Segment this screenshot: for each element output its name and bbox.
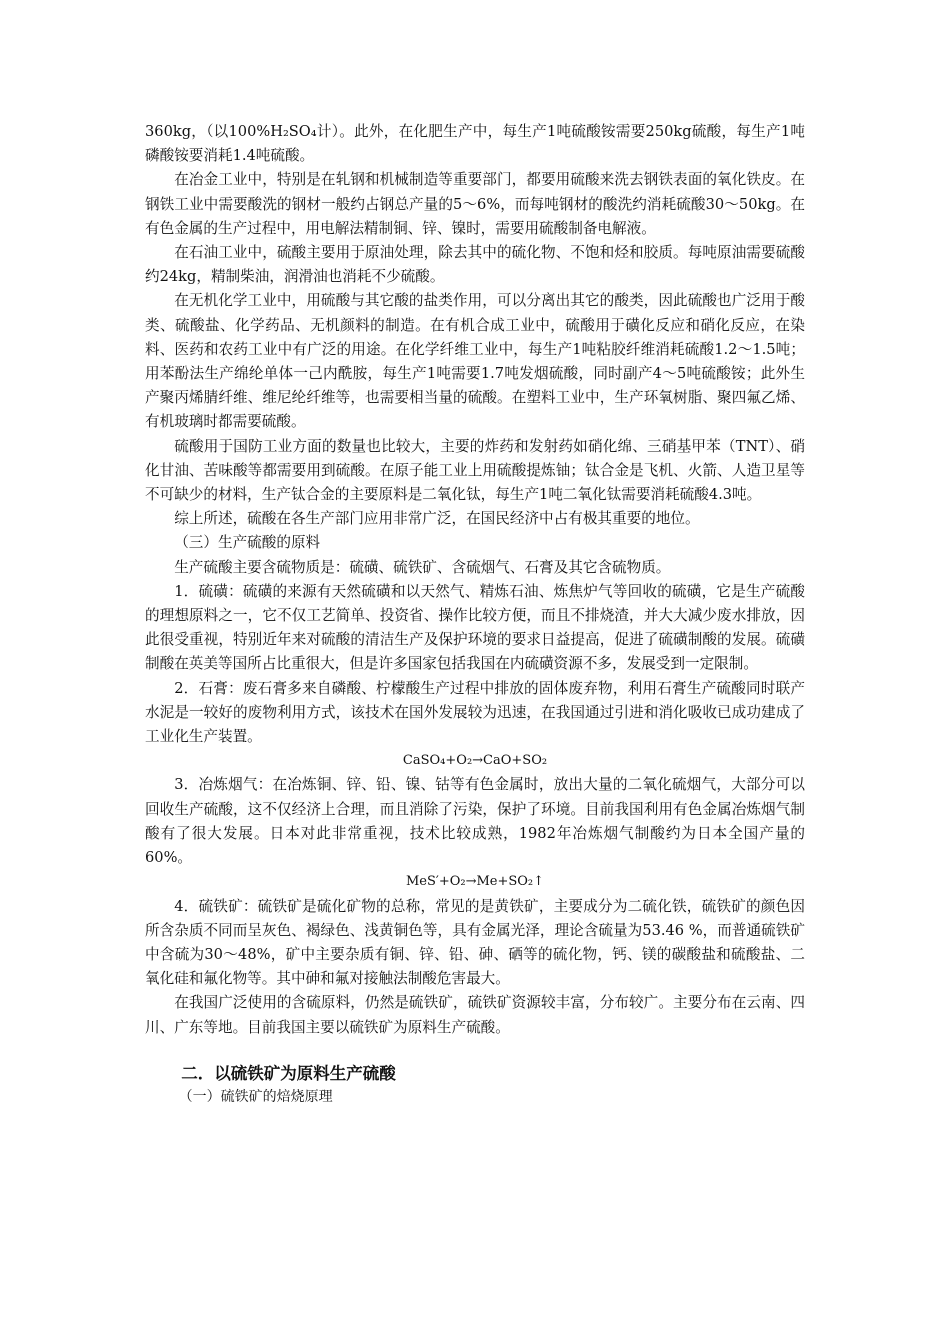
paragraph-metallurgy: 在冶金工业中，特别是在轧钢和机械制造等重要部门，都要用硫酸来洗去钢铁表面的氧化铁皮。在钢铁工业中需要酸洗的钢材一般约占钢总产量的5～6%，而每吨钢材的酸洗约消耗硫酸30～50kg。在有色金属的生产过程中，用电解法精制铜、锌、镍时，需要用硫酸制备电解液。 xyxy=(145,171,805,237)
paragraph-inorganic-chemistry: 在无机化学工业中，用硫酸与其它酸的盐类作用，可以分离出其它的酸类，因此硫酸也广泛用于酸类、硫酸盐、化学药品、无机颜料的制造。在有机合成工业中，硫酸用于磺化反应和硝化反应，在染料、医药和农药工业中有广泛的用途。在化学纤维工业中，每生产1吨粘胶纤维消耗硫酸1.2～1.5吨；用苯酚法生产绵纶单体一己内酰胺，每生产1吨需要1.7吨发烟硫酸，同时副产4～5吨硫酸铵；此外生产聚丙烯腈纤维、维尼纶纤维等，也需要相当量的硫酸。在塑料工业中，生产环氧树脂、聚四氟乙烯、有机玻璃时都需要硫酸。 xyxy=(145,292,805,431)
section-heading: 二．以硫铁矿为原料生产硫酸 xyxy=(181,1063,396,1083)
paragraph-pyrite: 4．硫铁矿：硫铁矿是硫化矿物的总称，常见的是黄铁矿，主要成分为二硫化铁，硫铁矿的颜色因所含杂质不同而呈灰色、褐绿色、浅黄铜色等，具有金属光泽，理论含硫量为53.46 %，而普通硫铁矿中含硫为30～48%，矿中主要杂质有铜、锌、铅、砷、硒等的硫化物，钙、镁的碳酸盐和硫酸盐、二氧化硅和氟化物等。其中砷和氟对接触法制酸危害最大。 xyxy=(145,897,805,988)
document-page xyxy=(145,120,805,1108)
paragraph-raw-materials-intro: 生产硫酸主要含硫物质是：硫磺、硫铁矿、含硫烟气、石膏及其它含硫物质。 xyxy=(174,558,671,576)
paragraph-pyrite-china: 在我国广泛使用的含硫原料，仍然是硫铁矿，硫铁矿资源较丰富，分布较广。主要分布在云南、四川、广东等地。目前我国主要以硫铁矿为原料生产硫酸。 xyxy=(145,994,805,1036)
formula-smelter: MeS′+O₂→Me+SO₂↑ xyxy=(405,874,545,890)
paragraph-gypsum: 2．石膏：废石膏多来自磷酸、柠檬酸生产过程中排放的固体废弃物，利用石膏生产硫酸同时联产水泥是一较好的废物利用方式，该技术在国外发展较为迅速，在我国通过引进和消化吸收已成功建成了工业化生产装置。 xyxy=(145,679,805,746)
paragraph-smelter-gas: 3．冶炼烟气：在冶炼铜、锌、铅、镍、钴等有色金属时，放出大量的二氧化硫烟气，大部分可以回收生产硫酸，这不仅经济上合理，而且消除了污染，保护了环境。目前我国利用有色金属冶炼烟气制酸有了很大发展。日本对此非常重视，技术比较成熟，1982年冶炼烟气制酸约为日本全国产量的60%。 xyxy=(145,776,805,867)
paragraph-sulfur: 1．硫磺：硫磺的来源有天然硫磺和以天然气、精炼石油、炼焦炉气等回收的硫磺，它是生产硫酸的理想原料之一，它不仅工艺简单、投资省、操作比较方便，而且不排烧渣，并大大减少废水排放，因此很受重视，特别近年来对硫酸的清洁生产及保护环境的要求日益提高，促进了硫磺制酸的发展。硫磺制酸在英美等国所占比重很大，但是许多国家包括我国在内硫磺资源不多，发展受到一定限制。 xyxy=(145,582,805,673)
paragraph-petroleum: 在石油工业中，硫酸主要用于原油处理，除去其中的硫化物、不饱和烃和胶质。每吨原油需要硫酸约24kg，精制柴油，润滑油也消耗不少硫酸。 xyxy=(145,244,805,286)
subheading-raw-materials: （三）生产硫酸的原料 xyxy=(174,534,321,552)
formula-gypsum: CaSO₄+O₂→CaO+SO₂ xyxy=(402,753,548,769)
paragraph-defense: 硫酸用于国防工业方面的数量也比较大，主要的炸药和发射药如硝化绵、三硝基甲苯（TNT）、硝化甘油、苦味酸等都需要用到硫酸。在原子能工业上用硫酸提炼铀；钛合金是飞机、火箭、人造卫星等不可缺少的材料，生产钛合金的主要原料是二氧化钛，每生产1吨二氧化钛需要消耗硫酸4.3吨。 xyxy=(145,437,805,504)
paragraph-fertilizer: 360kg，（以100%H₂SO₄计）。此外，在化肥生产中，每生产1吨硫酸铵需要250kg硫酸，每生产1吨磷酸铵要消耗1.4吨硫酸。 xyxy=(145,123,805,165)
paragraph-summary: 综上所述，硫酸在各生产部门应用非常广泛，在国民经济中占有极其重要的地位。 xyxy=(174,510,700,528)
subsection-heading: （一）硫铁矿的焙烧原理 xyxy=(178,1088,333,1105)
